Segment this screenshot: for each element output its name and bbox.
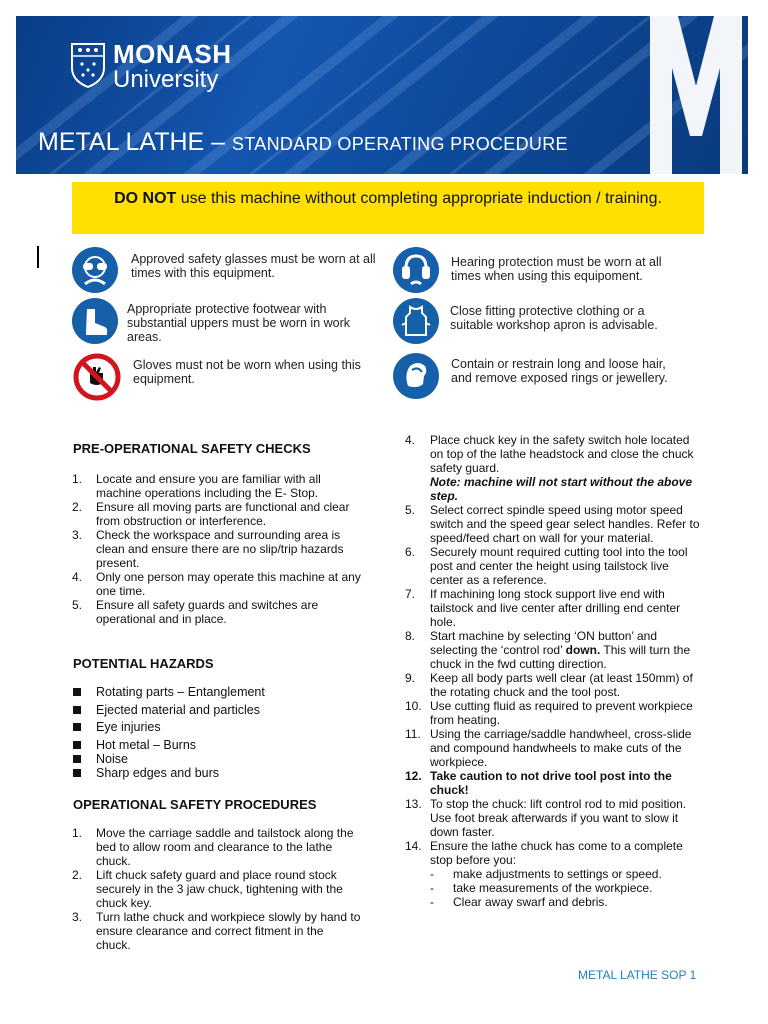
bullet-icon xyxy=(73,706,81,714)
monash-crest-icon xyxy=(70,42,106,88)
item-text: Take caution to not drive tool post into the chuck! xyxy=(430,769,672,797)
sub-item xyxy=(430,881,700,895)
item-bold: down. xyxy=(565,643,601,657)
list-item xyxy=(72,472,366,500)
sub-item-text: make adjustments to settings or speed. xyxy=(453,867,662,881)
operational-list-right xyxy=(405,433,700,909)
list-item xyxy=(72,528,366,570)
hazard-text: Sharp edges and burs xyxy=(96,766,220,780)
list-item xyxy=(405,797,700,839)
hazard-text: Hot metal – Burns xyxy=(96,738,197,752)
item-number: 12. xyxy=(405,769,422,783)
list-item xyxy=(405,769,700,797)
bullet-icon xyxy=(73,755,81,763)
warning-bold: DO NOT xyxy=(114,190,177,207)
ppe-footwear-text: Appropriate protective footwear with substantial uppers must be worn in work areas. xyxy=(127,302,351,344)
item-text: Ensure the lathe chuck has come to a complete stop before you: xyxy=(430,839,683,867)
brand-line2: University xyxy=(113,66,219,93)
ppe-glasses-text: Approved safety glasses must be worn at all times with this equipment. xyxy=(131,252,376,280)
operational-list-left xyxy=(72,826,361,952)
list-item xyxy=(405,699,700,727)
item-number: 9. xyxy=(405,671,416,685)
item-text: Securely mount required cutting tool into the tool post and center the height using tailstock live center as a reference. xyxy=(430,545,688,587)
text-cursor xyxy=(37,246,39,268)
item-number: 10. xyxy=(405,699,422,713)
item-number: 6. xyxy=(405,545,416,559)
item-text: To stop the chuck: lift control rod to mid position. Use foot break afterwards if you want to slow it down faster. xyxy=(430,797,687,839)
list-item xyxy=(72,910,361,952)
item-text: Move the carriage saddle and tailstock along the bed to allow room and clearance to the lathe chuck. xyxy=(96,826,354,868)
sub-item-text: Clear away swarf and debris. xyxy=(453,895,608,909)
list-item xyxy=(72,500,366,528)
hazard-text: Ejected material and particles xyxy=(96,703,260,717)
bullet-icon xyxy=(73,688,81,696)
sub-item xyxy=(430,895,700,909)
dash-bullet: - xyxy=(430,895,434,909)
item-text: Place chuck key in the safety switch hole located on top of the lathe headstock and close the chuck safety guard. xyxy=(430,433,694,475)
sub-item xyxy=(430,867,700,881)
item-text: Lift chuck safety guard and place round stock securely in the 3 jaw chuck, tightening with the chuck key. xyxy=(96,868,343,910)
item-text: Select correct spindle speed using motor speed switch and the speed gear select handles. Refer to speed/feed chart on wall for your material. xyxy=(430,503,700,545)
page-title xyxy=(38,128,568,157)
item-number: 14. xyxy=(405,839,422,853)
list-item xyxy=(405,727,700,769)
list-item xyxy=(405,503,700,545)
no-gloves-icon xyxy=(73,353,121,401)
item-number: 3. xyxy=(72,910,83,924)
hazards-heading: POTENTIAL HAZARDS xyxy=(73,656,214,671)
item-number: 11. xyxy=(405,727,421,741)
list-item xyxy=(405,629,700,671)
warning-text: use this machine without completing appropriate induction / training. xyxy=(176,190,662,207)
safety-glasses-icon xyxy=(71,246,119,294)
pre-checks-list xyxy=(72,472,366,626)
apron-icon xyxy=(392,297,440,345)
item-number: 5. xyxy=(405,503,416,517)
hazard-text: Rotating parts – Entanglement xyxy=(96,685,265,699)
safety-footwear-icon xyxy=(71,297,119,345)
item-text: Check the workspace and surrounding area is clean and ensure there are no slip/trip hazards present. xyxy=(96,528,344,570)
item-text: Locate and ensure you are familiar with all machine operations including the E- Stop. xyxy=(96,472,321,500)
list-item xyxy=(405,433,700,503)
item-number: 4. xyxy=(405,433,416,447)
list-item xyxy=(405,671,700,699)
item-number: 3. xyxy=(72,528,83,542)
brand-line1: MONASH xyxy=(113,39,232,69)
hearing-protection-icon xyxy=(392,246,440,294)
bullet-icon xyxy=(73,723,81,731)
item-number: 5. xyxy=(72,598,83,612)
item-number: 1. xyxy=(72,472,83,486)
item-note: Note: machine will not start without the above step. xyxy=(430,475,693,503)
hazard-text: Noise xyxy=(96,752,128,766)
list-item xyxy=(405,839,700,909)
ppe-gloves-text: Gloves must not be worn when using this equipment. xyxy=(133,358,361,386)
item-text: This will turn the chuck in the fwd cutting direction. xyxy=(430,643,691,671)
list-item xyxy=(72,868,361,910)
item-text: Only one person may operate this machine at any one time. xyxy=(96,570,361,598)
hazard-text: Eye injuries xyxy=(96,720,161,734)
item-text: Turn lathe chuck and workpiece slowly by hand to ensure clearance and correct fitment in the chuck. xyxy=(96,910,361,952)
operational-heading: OPERATIONAL SAFETY PROCEDURES xyxy=(73,797,317,812)
item-text: Ensure all safety guards and switches are operational and in place. xyxy=(96,598,319,626)
pre-checks-heading: PRE-OPERATIONAL SAFETY CHECKS xyxy=(73,441,311,456)
header-banner xyxy=(16,16,748,174)
monash-m-icon xyxy=(644,16,748,174)
ppe-hair-text: Contain or restrain long and loose hair, and remove exposed rings or jewellery. xyxy=(451,357,668,385)
item-number: 2. xyxy=(72,868,83,882)
item-number: 2. xyxy=(72,500,83,514)
item-number: 13. xyxy=(405,797,422,811)
ppe-apron-text: Close fitting protective clothing or a suitable workshop apron is advisable. xyxy=(450,304,658,332)
title-main: METAL LATHE – xyxy=(38,128,233,156)
page-footer: METAL LATHE SOP 1 xyxy=(578,968,697,982)
bullet-icon xyxy=(73,741,81,749)
list-item xyxy=(405,587,700,629)
item-text: Ensure all moving parts are functional and clear from obstruction or interference. xyxy=(96,500,350,528)
item-number: 1. xyxy=(72,826,83,840)
item-text: Start machine by selecting ‘ON button’ and selecting the ‘control rod’ xyxy=(430,629,658,657)
item-number: 4. xyxy=(72,570,83,584)
warning-banner xyxy=(72,182,704,234)
hair-restraint-icon xyxy=(392,352,440,400)
item-number: 7. xyxy=(405,587,416,601)
item-number: 8. xyxy=(405,629,416,643)
item-text: Use cutting fluid as required to prevent workpiece from heating. xyxy=(430,699,693,727)
list-item xyxy=(405,545,700,587)
item-text: Keep all body parts well clear (at least 150mm) of the rotating chuck and the tool post. xyxy=(430,671,693,699)
ppe-hearing-text: Hearing protection must be worn at all times when using this equipoment. xyxy=(451,255,662,283)
sub-item-text: take measurements of the workpiece. xyxy=(453,881,653,895)
list-item xyxy=(72,570,366,598)
list-item xyxy=(72,598,366,626)
title-sub: STANDARD OPERATING PROCEDURE xyxy=(232,134,568,154)
item-text: If machining long stock support live end with tailstock and live center after drilling end center hole. xyxy=(430,587,681,629)
dash-bullet: - xyxy=(430,881,434,895)
item-text: Using the carriage/saddle handwheel, cross-slide and compound handwheels to make cuts of the workpiece. xyxy=(430,727,692,769)
bullet-icon xyxy=(73,769,81,777)
brand-wordmark xyxy=(113,41,232,92)
dash-bullet: - xyxy=(430,867,434,881)
list-item xyxy=(72,826,361,868)
